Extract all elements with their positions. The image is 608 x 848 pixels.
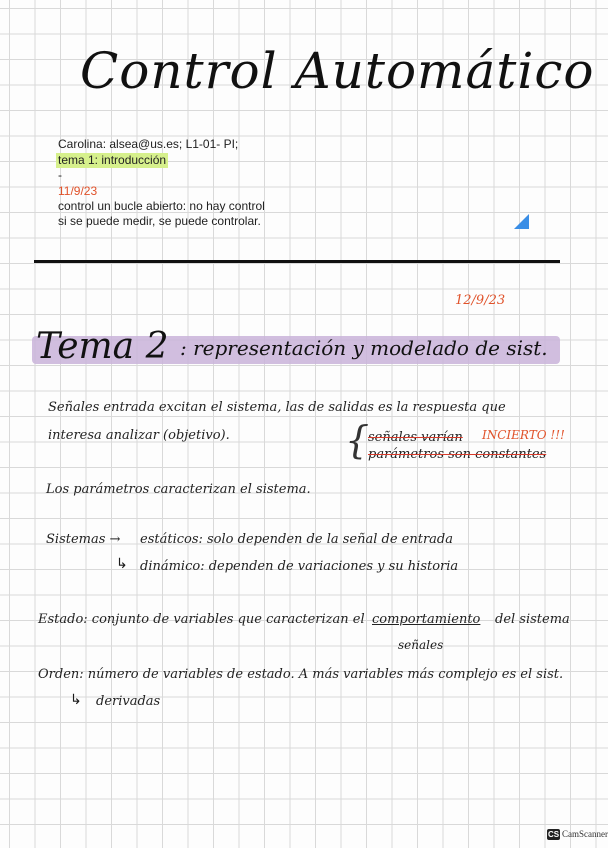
date-1: 11/9/23 xyxy=(58,184,98,198)
page-corner-marker xyxy=(514,214,529,229)
camscanner-label: CamScanner xyxy=(562,829,608,839)
uncertain-label: INCIERTO !!! xyxy=(482,428,565,442)
note-state: Estado: conjunto de variables que caracterizan el xyxy=(38,612,365,627)
note-of-system: del sistema xyxy=(495,612,570,627)
dash-line: - xyxy=(58,168,62,182)
note-derivatives: derivadas xyxy=(96,694,161,709)
note-parameters: Los parámetros caracterizan el sistema. xyxy=(46,482,311,497)
divider-rule xyxy=(34,260,560,263)
note-crossed-signals: señales varían xyxy=(368,430,463,445)
note-static: estáticos: solo dependen de la señal de entrada xyxy=(140,532,453,547)
brace-mark: { xyxy=(345,418,370,462)
topic2-subtitle: : representación y modelado de sist. xyxy=(180,336,548,360)
note-line-2: si se puede medir, se puede controlar. xyxy=(58,214,261,228)
hook-arrow-icon: ↳ xyxy=(116,555,128,571)
topic2-title: Tema 2 xyxy=(36,326,169,367)
date-2: 12/9/23 xyxy=(455,293,506,308)
document-title: Control Automático xyxy=(80,42,595,100)
note-crossed-params: parámetros son constantes xyxy=(368,447,547,462)
hook-arrow-icon: ↳ xyxy=(70,691,82,707)
note-dynamic: dinámico: dependen de variaciones y su historia xyxy=(140,559,459,574)
camscanner-logo-icon: CS xyxy=(547,830,560,839)
contact-line: Carolina: alsea@us.es; L1-01- PI; xyxy=(58,137,239,151)
note-systems: Sistemas → xyxy=(46,532,121,547)
note-order: Orden: número de variables de estado. A más variables más complejo es el sist. xyxy=(38,667,564,682)
note-objective: interesa analizar (objetivo). xyxy=(48,428,230,443)
note-line-1: control un bucle abierto: no hay control xyxy=(58,199,265,213)
note-signals: Señales entrada excitan el sistema, las de salidas es la respuesta que xyxy=(48,400,506,415)
note-behaviour: comportamiento xyxy=(372,612,481,627)
topic1-label: tema 1: introducción xyxy=(58,153,167,167)
note-signals-sub: señales xyxy=(398,638,444,652)
